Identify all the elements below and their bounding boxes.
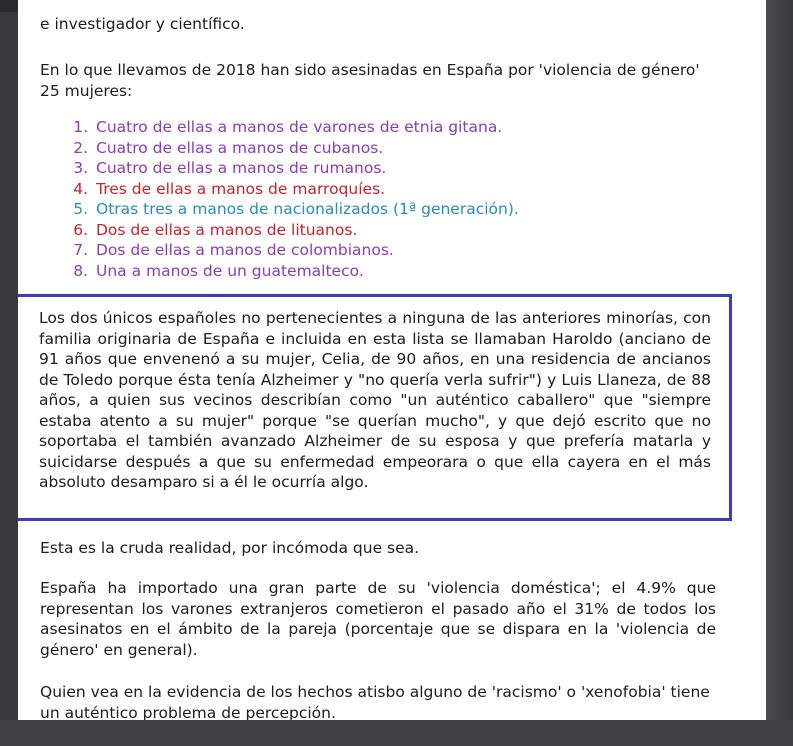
list-item: 4. Tres de ellas a manos de marroquíes. bbox=[73, 179, 386, 198]
boxed-paragraph: Los dos únicos españoles no pertenecientes a ninguna de las anteriores minorías, con familia originaria de España e incluida en esta lista se llamaban Haroldo (anciano de 91 años que envenenó a su mujer, Celia, de 90 años, en una residencia de ancianos de Toledo porque ésta tenía Alzheimer y "no quería verla sufrir") y Luis Llaneza, de 88 años, a quien sus vecinos describían como "un auténtico caballero" que "siempre estaba atento a su mujer" porque "se querían mucho", y que dejó escrito que no soportaba el también avanzado Alzheimer de su esposa y que prefería matarla y suicidarse después a que su enfermedad empeorara o que ella cayera en el más absoluto desamparo si a él le ocurría algo. bbox=[39, 309, 711, 491]
imported-violence-paragraph: España ha importado una gran parte de su 'violencia doméstica'; el 4.9% que representan los varones extranjeros cometieron el pasado año el 31% de todos los asesinatos en el ámbito de la pareja (porcentaje que se dispara en la 'violencia de género' en general). bbox=[40, 579, 716, 659]
reality-paragraph: Esta es la cruda realidad, por incómoda que sea. bbox=[40, 539, 420, 557]
intro-fragment: e investigador y científico. bbox=[40, 15, 245, 33]
perpetrator-list bbox=[40, 117, 716, 281]
list-item: 5. Otras tres a manos de nacionalizados (1ª generación). bbox=[73, 200, 519, 218]
list-item: 2. Cuatro de ellas a manos de cubanos. bbox=[73, 138, 384, 157]
list-item: 8. Una a manos de un guatemalteco. bbox=[73, 261, 364, 280]
list-item: 3. Cuatro de ellas a manos de rumanos. bbox=[73, 159, 387, 177]
highlighted-box bbox=[18, 294, 732, 521]
list-item: 7. Dos de ellas a manos de colombianos. bbox=[73, 241, 394, 259]
bottom-window-edge bbox=[0, 720, 793, 746]
paragraph-2018: En lo que llevamos de 2018 han sido asesinadas en España por 'violencia de género' 25 mujeres: bbox=[40, 61, 700, 100]
right-window-edge bbox=[766, 0, 793, 746]
document-page bbox=[18, 0, 766, 720]
list-item: 6. Dos de ellas a manos de lituanos. bbox=[73, 220, 358, 239]
closing-paragraph: Quien vea en la evidencia de los hechos atisbo alguno de 'racismo' o 'xenofobia' tiene un auténtico problema de percepción. bbox=[40, 683, 710, 720]
list-item: 1. Cuatro de ellas a manos de varones de etnia gitana. bbox=[73, 118, 503, 136]
